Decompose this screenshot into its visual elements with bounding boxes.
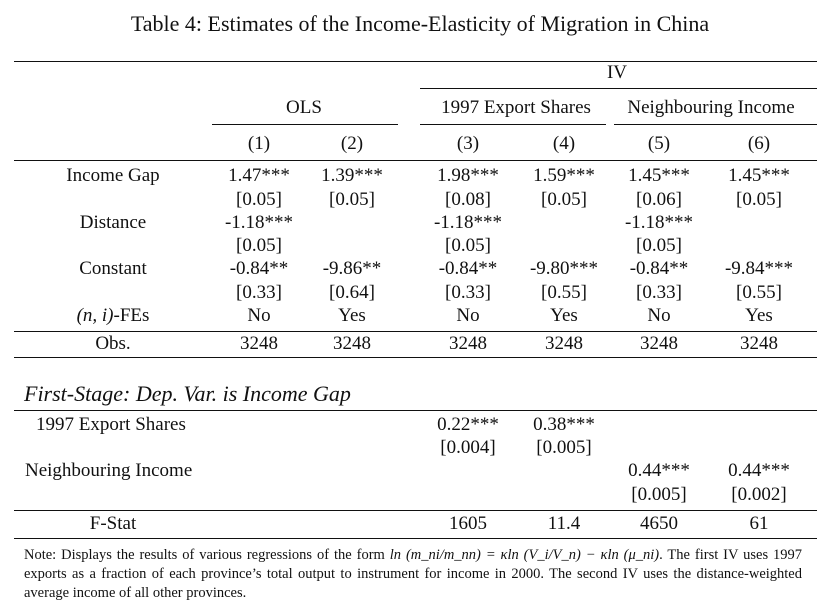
- table-cell: 3248: [449, 333, 487, 354]
- header-bottom-rule: [14, 160, 817, 161]
- table-cell: -0.84**: [438, 258, 498, 279]
- table-cell: 3248: [740, 333, 778, 354]
- table-cell: 3248: [640, 333, 678, 354]
- table-cell: No: [247, 305, 271, 326]
- table-cell: No: [647, 305, 671, 326]
- table-cell: 3248: [333, 333, 371, 354]
- table-cell: No: [456, 305, 480, 326]
- table-cell-se: [0.08]: [445, 189, 491, 210]
- row-label-constant: Constant: [79, 258, 147, 279]
- top-rule: [14, 61, 817, 62]
- export-shares-header: 1997 Export Shares: [441, 97, 591, 118]
- table-cell: 1.98***: [437, 165, 499, 186]
- bottom-rule: [14, 538, 817, 539]
- table-cell: 1.45***: [628, 165, 690, 186]
- export-shares-rule: [420, 124, 606, 125]
- first-stage-rule: [14, 410, 817, 411]
- table-cell: 1.59***: [533, 165, 595, 186]
- table-cell-se: [0.33]: [445, 282, 491, 303]
- table-cell: 4650: [640, 513, 678, 534]
- iv-header: IV: [606, 62, 628, 83]
- table-cell: -1.18***: [433, 212, 503, 233]
- table-cell: 3248: [545, 333, 583, 354]
- table-cell-se: [0.05]: [736, 189, 782, 210]
- ols-rule: [212, 124, 398, 125]
- table-cell-se: [0.002]: [731, 484, 787, 505]
- col-number: (1): [247, 133, 271, 154]
- table-cell: 3248: [240, 333, 278, 354]
- table-cell-se: [0.05]: [541, 189, 587, 210]
- first-stage-title: First-Stage: Dep. Var. is Income Gap: [24, 381, 351, 406]
- row-label-distance: Distance: [79, 212, 147, 233]
- table-cell-se: [0.05]: [636, 235, 682, 256]
- row-label-export-shares: 1997 Export Shares: [36, 414, 186, 435]
- table-cell: Yes: [338, 305, 366, 326]
- table-cell: -9.84***: [724, 258, 794, 279]
- table-cell: -9.80***: [529, 258, 599, 279]
- table-cell-se: [0.005]: [536, 437, 592, 458]
- table-cell-se: [0.004]: [440, 437, 496, 458]
- note-suffix: . The first IV uses 1997 exports as a fraction of each province’s total output to instrument for income in 2000. The second IV uses the distance-weighted average income of all other provinces.: [24, 547, 803, 601]
- table-cell: 0.44***: [628, 460, 690, 481]
- table-cell-se: [0.33]: [636, 282, 682, 303]
- table-cell: -0.84**: [629, 258, 689, 279]
- table-cell: 1605: [449, 513, 487, 534]
- row-label-obs: Obs.: [95, 333, 131, 354]
- col-number: (5): [647, 133, 671, 154]
- col-number: (4): [552, 133, 576, 154]
- row-label-fes: (n, i)-FEs: [76, 305, 150, 326]
- fstat-top-rule: [14, 510, 817, 511]
- table-cell-se: [0.55]: [541, 282, 587, 303]
- table-cell: 1.45***: [728, 165, 790, 186]
- table-cell: Yes: [550, 305, 578, 326]
- table-cell-se: [0.005]: [631, 484, 687, 505]
- table-cell: -9.86**: [322, 258, 382, 279]
- table-cell: 61: [749, 513, 769, 534]
- table-cell-se: [0.64]: [329, 282, 375, 303]
- table-cell-se: [0.05]: [236, 189, 282, 210]
- row-label-fstat: F-Stat: [89, 513, 137, 534]
- table-cell: 1.47***: [228, 165, 290, 186]
- table-cell-se: [0.05]: [236, 235, 282, 256]
- neighbouring-income-header: Neighbouring Income: [627, 97, 795, 118]
- table-cell: 0.22***: [437, 414, 499, 435]
- table-cell: 0.38***: [533, 414, 595, 435]
- note-prefix: Note: Displays the results of various regressions of the form: [24, 547, 385, 563]
- table-cell-se: [0.05]: [329, 189, 375, 210]
- row-label-income-gap: Income Gap: [66, 165, 160, 186]
- table-cell: 11.4: [547, 513, 581, 534]
- table-cell: -1.18***: [624, 212, 694, 233]
- neighbouring-income-rule: [614, 124, 817, 125]
- table-cell-se: [0.55]: [736, 282, 782, 303]
- table-cell-se: [0.05]: [445, 235, 491, 256]
- table-cell-se: [0.33]: [236, 282, 282, 303]
- obs-bottom-rule: [14, 357, 817, 358]
- table-cell: -0.84**: [229, 258, 289, 279]
- ols-header: OLS: [286, 97, 322, 118]
- table-cell: 0.44***: [728, 460, 790, 481]
- iv-rule: [420, 88, 817, 89]
- table-note: [24, 546, 802, 603]
- col-number: (2): [340, 133, 364, 154]
- obs-top-rule: [14, 331, 817, 332]
- table-title: Table 4: Estimates of the Income-Elasticity of Migration in China: [130, 11, 710, 36]
- table-cell: -1.18***: [224, 212, 294, 233]
- table-cell: 1.39***: [321, 165, 383, 186]
- note-formula: ln (m_ni/m_nn) = κln (V_i/V_n) − κln (μ_ni): [389, 547, 660, 563]
- row-label-neighbouring-income: Neighbouring Income: [25, 460, 193, 481]
- table-cell-se: [0.06]: [636, 189, 682, 210]
- col-number: (6): [747, 133, 771, 154]
- table-cell: Yes: [745, 305, 773, 326]
- col-number: (3): [456, 133, 480, 154]
